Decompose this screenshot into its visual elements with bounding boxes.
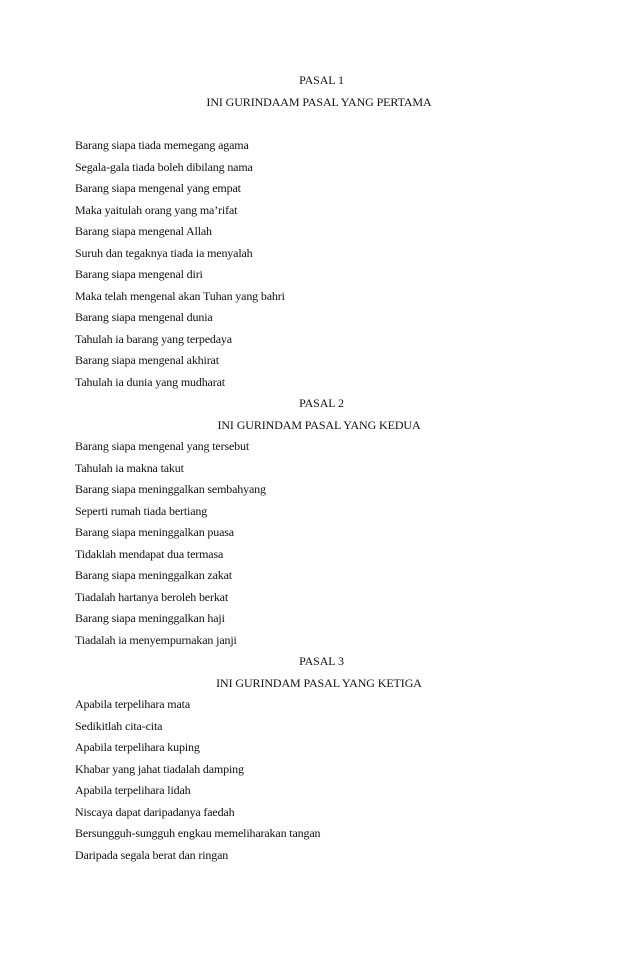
verse-line: Maka telah mengenal akan Tuhan yang bahri [75,288,285,303]
verse-line: Daripada segala berat dan ringan [75,847,229,862]
verse-line: Barang siapa mengenal yang empat [75,181,241,195]
pasal-title: INI GURINDAAM PASAL YANG PERTAMA [206,94,432,109]
verse-line: Tidaklah mendapat dua termasa [75,546,224,561]
verse-line: Sedikitlah cita-cita [75,718,163,733]
verse-line: Barang siapa meninggalkan sembahyang [75,482,266,496]
verse-line: Apabila terpelihara mata [75,697,191,711]
verse-line: Khabar yang jahat tiadalah damping [75,761,244,776]
verse-line: Niscaya dapat daripadanya faedah [75,804,235,819]
pasal-title: INI GURINDAM PASAL YANG KETIGA [216,675,422,690]
verse-line: Suruh dan tegaknya tiada ia menyalah [75,245,253,260]
verse-line: Barang siapa mengenal diri [75,267,203,281]
verse-line: Barang siapa meninggalkan zakat [75,568,232,582]
pasal-title: INI GURINDAM PASAL YANG KEDUA [217,417,421,432]
verse-line: Seperti rumah tiada bertiang [75,503,208,518]
verse-line: Apabila terpelihara kuping [75,740,200,754]
verse-line: Tahulah ia makna takut [75,460,184,475]
verse-line: Barang siapa mengenal yang tersebut [75,439,250,453]
verse-line: Tiadalah ia menyempurnakan janji [75,632,237,647]
verse-line: Barang siapa mengenal akhirat [75,353,219,367]
verse-line: Barang siapa meninggalkan puasa [75,525,234,539]
verse-line: Tiadalah hartanya beroleh berkat [75,589,229,604]
verse-line: Barang siapa mengenal dunia [75,310,213,324]
verse-line: Barang siapa tiada memegang agama [75,138,249,152]
verse-line: Apabila terpelihara lidah [75,783,191,797]
verse-line: Maka yaitulah orang yang ma’rifat [75,202,238,217]
pasal-heading: PASAL 1 [299,73,344,87]
verse-line: Barang siapa meninggalkan haji [75,611,225,625]
document-page [75,70,553,866]
pasal-heading: PASAL 2 [299,396,344,410]
verse-line: Segala-gala tiada boleh dibilang nama [75,159,253,174]
verse-line: Bersungguh-sungguh engkau memeliharakan tangan [75,826,321,840]
spacer [75,113,553,135]
verse-line: Barang siapa mengenal Allah [75,224,212,238]
verse-line: Tahulah ia barang yang terpedaya [75,331,232,346]
verse-line: Tahulah ia dunia yang mudharat [75,374,225,389]
pasal-heading: PASAL 3 [299,654,344,668]
